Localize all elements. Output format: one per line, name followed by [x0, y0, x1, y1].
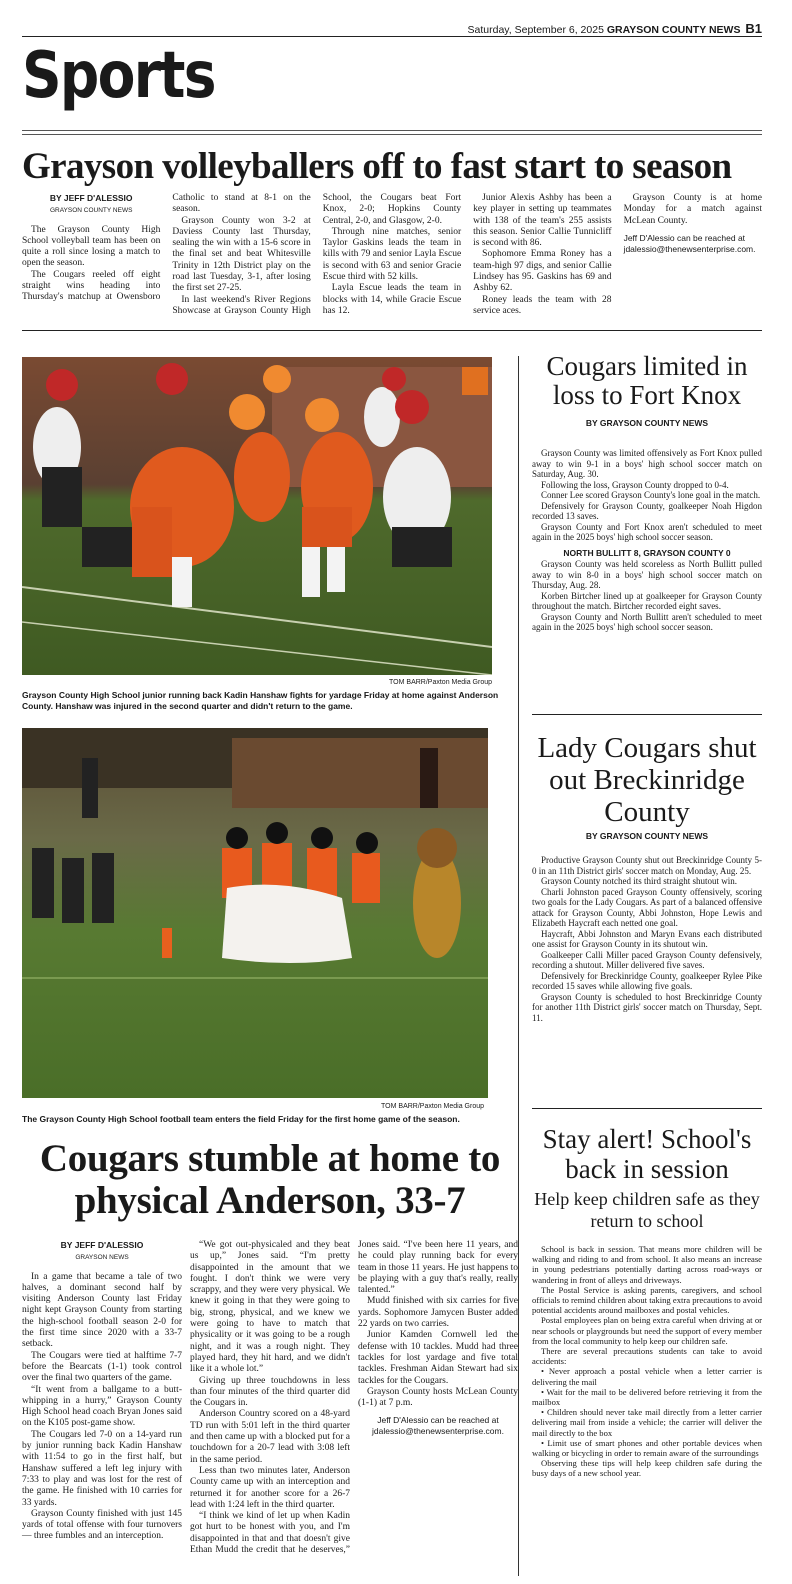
volleyball-headline: Grayson volleyballers off to fast start to season	[22, 146, 732, 187]
sidebar-rule-2	[532, 1108, 762, 1109]
paragraph: There are several precautions students can take to avoid accidents:	[532, 1346, 762, 1367]
paragraph: Grayson County is scheduled to host Breckinridge County for another 11th District girls' soccer match on Thursday, Sept. 11.	[532, 991, 762, 1023]
photo2-caption: The Grayson County High School football team enters the field Friday for the first home game of the season.	[22, 1114, 460, 1124]
paragraph: Grayson County was limited offensively as Fort Knox pulled away to win 9-1 in a boys' high school soccer match on Saturday, Aug. 30.	[532, 448, 762, 479]
paragraph: “I think we kind of let up when Kadin got hurt to be honest with you, and I'm disappointed in that and that doesn't give Ethan Mudd the credit that he deserves,” Jones said. “I've been here 11 years, and he could play running back for every team in those 11 years. He just happens to be playing with a guy that's really, really talented.”	[190, 1240, 518, 1556]
football-article	[22, 1240, 518, 1558]
boys-soccer-byline: BY GRAYSON COUNTY NEWS	[585, 418, 709, 428]
team-entrance-illustration	[22, 728, 488, 1098]
girls-soccer-headline: Lady Cougars shut out Breckinridge County	[537, 732, 757, 828]
paragraph: Charli Johnston paced Grayson County offensively, scoring two goals for the Lady Cougars. As part of a balanced offensive attack for Grayson County, Abbi Johnston, Hope Lewis and Elizabeth Haycraft each netted one goal.	[532, 886, 762, 928]
team-entrance-photo	[22, 728, 488, 1098]
bullet-item: • Children should never take mail directly from a letter carrier delivering mail from inside a vehicle; the carrier will deliver the mail directly to the box	[532, 1407, 762, 1438]
girls-soccer-body	[532, 855, 762, 1023]
boys-soccer-subhead: NORTH BULLITT 8, GRAYSON COUNTY 0	[563, 547, 731, 558]
football-action-photo	[22, 357, 492, 675]
bullet-item: • Wait for the mail to be delivered before retrieving it from the mailbox	[532, 1386, 762, 1408]
paragraph: Through nine matches, senior Taylor Gaskins leads the team in kills with 79 and senior Layla Escue is second with 63 and senior Gracie Escue third with 52 kills.	[322, 226, 462, 283]
paragraph: Grayson County and North Bullitt aren't scheduled to meet again in the 2025 boys' high school soccer season.	[532, 611, 762, 632]
page-folio	[468, 21, 762, 36]
photo1-credit: TOM BARR/Paxton Media Group	[389, 679, 492, 686]
football-action-illustration	[22, 357, 492, 675]
paragraph: Productive Grayson County shut out Breckinridge County 5-0 in an 11th District girls' soccer match on Monday, Aug. 25.	[532, 855, 762, 876]
paragraph: Anderson Country scored on a 48-yard TD run with 5:01 left in the third quarter and then came up with a blocked put for a touchdown for a 20-7 lead with 3:08 left in the same period.	[190, 1409, 350, 1465]
girls-soccer-byline: BY GRAYSON COUNTY NEWS	[585, 831, 709, 841]
paragraph: Junior Kamden Cornwell led the defense with 10 tackles. Mudd had three tackles for lost yardage and five total tackles. Freshman Aidan Stewart had six tackles for the Cougars.	[358, 1330, 518, 1386]
school-safety-story	[532, 1124, 762, 1479]
paragraph: Grayson County was held scoreless as North Bullitt pulled away to win 8-0 in a boys' high school soccer match on Thursday, Aug. 28.	[532, 559, 762, 590]
volleyball-contact: Jeff D'Alessio can be reached at jdalessio@thenewsenterprise.com.	[623, 232, 756, 254]
sidebar-rule-1	[532, 714, 762, 715]
school-headline: Stay alert! School's back in session	[542, 1124, 752, 1184]
paragraph: Defensively for Breckinridge County, goalkeeper Rylee Pike recorded 15 saves while allowing five goals.	[532, 970, 762, 991]
paragraph: Goalkeeper Calli Miller paced Grayson County defensively, recording a shutout. Miller delivered five saves.	[532, 949, 762, 970]
paragraph: Grayson County notched its third straight shutout win.	[541, 876, 737, 886]
paragraph: Grayson County finished with just 145 yards of total offense with four turnovers — three fumbles and an interception.	[22, 1508, 182, 1542]
paragraph: Less than two minutes later, Anderson County came up with an interception and returned it for another score for a 26-7 lead with 1:24 left in the third quarter.	[190, 1465, 350, 1510]
paragraph: In a game that became a tale of two halves, a dominant second half by visiting Anderson County last Friday night kept Grayson County from starting the high-school football season 2-0 for the first time since 2020 with a 33-7 setback.	[22, 1271, 182, 1350]
paragraph: Grayson County is at home Monday for a match against McLean County.	[623, 193, 762, 226]
football-headline: Cougars stumble at home to physical Anderson, 33-7	[39, 1137, 501, 1222]
paragraph: Grayson County and Fort Knox aren't scheduled to meet again in the 2025 boys' high school soccer season.	[532, 521, 762, 542]
paragraph: Postal employees plan on being extra careful when driving at or near schools or playgrounds but need the support of every member from the local community to help keep our children safe.	[532, 1315, 762, 1346]
volleyball-article	[22, 193, 762, 319]
girls-soccer-story	[532, 732, 762, 1023]
paragraph: Defensively for Grayson County, goalkeeper Noah Higdon recorded 13 saves.	[532, 500, 762, 521]
section-title: Sports	[22, 39, 215, 113]
issue-date: Saturday, September 6, 2025	[467, 24, 604, 36]
volleyball-byline: BY JEFF D'ALESSIO GRAYSON COUNTY NEWS	[49, 193, 133, 215]
school-body	[532, 1244, 762, 1479]
folio-rule	[22, 36, 762, 37]
paragraph: Observing these tips will help keep children safe during the busy days of a new school year.	[532, 1458, 762, 1479]
paragraph: Grayson County won 3-2 at Daviess County last Thursday, sealing the win with a 15-6 score in the final set and beat Whitesville Trinity in 12th District play on the road last Tuesday, 3-1, after losing the first set 27-25.	[172, 215, 311, 294]
photo1-caption: Grayson County High School junior running back Kadin Hanshaw fights for yardage Friday at home against Anderson County. Hanshaw was injured in the second quarter and didn't return to the game.	[22, 690, 499, 711]
paragraph: Roney leads the team with 28 service aces.	[473, 294, 612, 316]
boys-soccer-story	[532, 352, 762, 633]
paragraph: The Grayson County High School volleyball team has been on quite a roll since losing a match to open the season.	[22, 224, 161, 269]
paragraph: In last weekend's River Regions Showcase at Grayson County High School, the Cougars beat Fort Knox, 2-0; Hopkins County Central, 2-0, and Glasgow, 2-0.	[172, 193, 462, 316]
bullet-item: • Never approach a postal vehicle when a letter carrier is delivering the mail	[532, 1366, 762, 1387]
school-subheadline: Help keep children safe as they return to school	[534, 1189, 760, 1231]
bullet-item: • Limit use of smart phones and other portable devices when walking or bicycling in order to remain aware of the surroundings	[532, 1437, 762, 1459]
paragraph: Haycraft, Abbi Johnston and Maryn Evans each distributed one assist for Grayson County in its shutout win.	[532, 928, 762, 949]
football-byline: BY JEFF D'ALESSIO GRAYSON NEWS	[60, 1240, 144, 1262]
paragraph: “It went from a ballgame to a butt-whipping in a hurry,” Grayson County High School head coach Bryan Jones said on the K105 post-game show.	[22, 1384, 182, 1429]
paragraph: Conner Lee scored Grayson County's lone goal in the match.	[541, 490, 761, 500]
page-number: B1	[745, 21, 762, 36]
football-contact: Jeff D'Alessio can be reached at jdalessio@thenewsenterprise.com.	[372, 1415, 504, 1437]
boys-soccer-body	[532, 448, 762, 633]
paragraph: The Cougars led 7-0 on a 14-yard run by junior running back Kadin Hanshaw with 11:54 to go in the first half, but Hanshaw suffered a left leg injury with 7:33 to play and was lost for the rest of the game. He finished with 10 carries for 33 yards.	[22, 1429, 182, 1508]
sidebar-divider	[518, 356, 519, 1576]
paragraph: The Postal Service is asking parents, caregivers, and school officials to remind children about taking extra precautions to avoid potential accidents around mailboxes and postal vehicles.	[532, 1284, 762, 1316]
photo2-credit: TOM BARR/Paxton Media Group	[381, 1103, 484, 1110]
paragraph: Following the loss, Grayson County dropped to 0-4.	[541, 479, 729, 490]
paragraph: The Cougars reeled off eight straight wins heading into Thursday's matchup at Owensboro Catholic to stand at 8-1 on the season.	[22, 193, 311, 303]
section-double-rule	[22, 130, 762, 135]
paragraph: Korben Birtcher lined up at goalkeeper for Grayson County throughout the match. Birtcher recorded eight saves.	[532, 590, 762, 611]
paragraph: Sophomore Emma Roney has a team-high 97 digs, and senior Callie Lindsey has 95. Gaskins has 69 and Ashby 62.	[473, 249, 612, 294]
paragraph: Giving up three touchdowns in less than four minutes of the third quarter did the Cougars in.	[190, 1375, 350, 1409]
paragraph: Mudd finished with six carries for five yards. Sophomore Jamycen Buster added 22 yards on two carries.	[358, 1296, 518, 1330]
paragraph: School is back in session. That means more children will be walking and riding to and from school. It also means an increase in young pedestrians potentially darting across road-ways or wandering in front of alleys and driveways.	[532, 1244, 762, 1285]
paragraph: The Cougars were tied at halftime 7-7 before the Bearcats (1-1) took control over the final two quarters of the game.	[22, 1350, 182, 1384]
paragraph: “We got out-physicaled and they beat us up,” Jones said. “I'm pretty disappointed in the amount that we fought. I don't think we were very scrappy, and they were very physical. We knew it going in that they were going to big, strong, physical, and we knew we were going to have to match that physicality or it was going to be a rough night, and it was a rough night. They played hard, they hit hard, and we didn't like it a whole lot.”	[190, 1240, 350, 1375]
paragraph: Junior Alexis Ashby has been a key player in setting up teammates with 138 of the team's 255 assists this season. Senior Callie Tunnicliff is second with 86.	[473, 193, 612, 249]
volleyball-bottom-rule	[22, 330, 762, 331]
paragraph: Layla Escue leads the team in blocks with 14, while Gracie Escue has 12.	[322, 283, 462, 316]
paragraph: Grayson County hosts McLean County (1-1) at 7 p.m.	[358, 1386, 518, 1409]
paper-name: GRAYSON COUNTY NEWS	[606, 24, 741, 36]
boys-soccer-headline: Cougars limited in loss to Fort Knox	[546, 351, 748, 410]
